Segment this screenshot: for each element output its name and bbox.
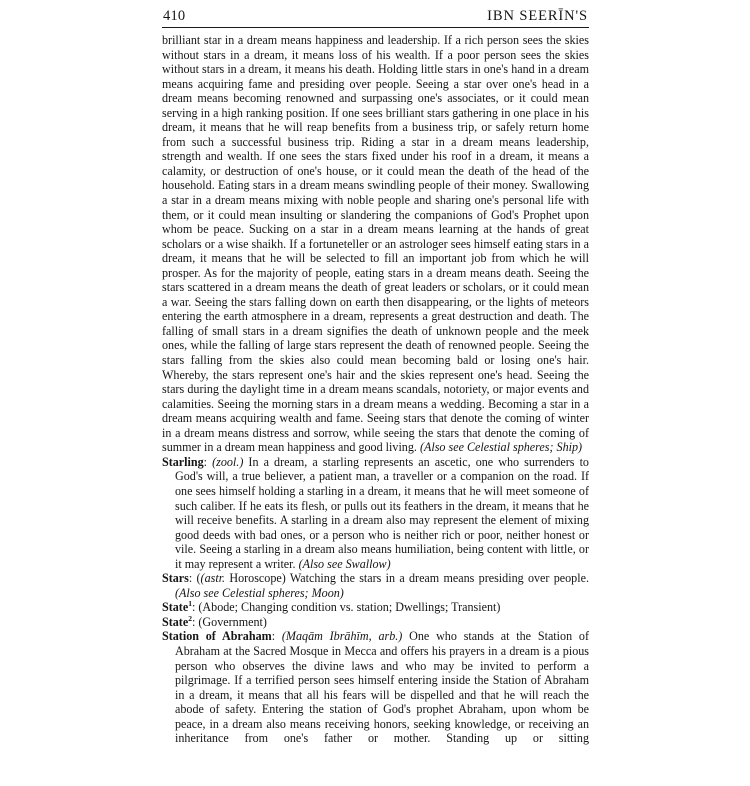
cross-reference: (Also see Celestial spheres; Moon) (175, 585, 344, 600)
entry-body-text: In a dream, a starling represents an ascetic, one who surrenders to God's will, a true believer, a patient man, a traveller or a companion on the road. If one sees himself holding a starling in a dream, it means that he will meet someone of such caliber. If he eats its flesh, or pulls out its feathers in the dream, it means that he will receive benefits. A starling in a dream also may represent the element of mixing good deeds with bad ones, or a person who is neither rich or poor, neither honest or vile. Seeing a starling in a dream also means humiliation, being content with little, or it may represent a writer. (175, 454, 589, 571)
continued-paragraph (162, 33, 589, 455)
entry-body-text: (Abode; Changing condition vs. station; Dwellings; Transient) (195, 600, 501, 615)
entry-term: Station of Abraham (162, 629, 272, 644)
entry-body-text: Watching the stars in a dream means presiding over people. (285, 571, 589, 586)
entry-term-superscript: 1 (188, 599, 192, 609)
entry-body-text: (Government) (195, 614, 267, 629)
body-text (162, 33, 589, 760)
entry-term: Stars (162, 571, 189, 586)
header-rule (162, 27, 589, 28)
running-head (162, 8, 589, 25)
entry-colon: : (192, 600, 196, 615)
continued-paragraph-text: brilliant star in a dream means happiness and leadership. If a rich person sees the skies without stars in a dream, it means loss of his wealth. If a poor person sees the skies without stars in a dream, it means his death. Holding little stars in one's hand in a dream means acquiring fame and presiding over people. Seeing a star over one's head in a dream means becoming renowned and surpassing one's associates, or it could mean serving in a high ranking position. If one sees brilliant stars gathering in one place in his dream, it means that he will reap benefits from a business trip, or safely return home from such a successful business trip. Riding a star in a dream means leadership, strength and wealth. If one sees the stars fixed under his roof in a dream, it means a calamity, or destruction of one's house, or it could mean the death of the head of the household. Eating stars in a dream means swindling people of their money. Swallowing a star in a dream means mixing with noble people and sharing one's personal life with them, or it could mean insulting or slandering the companions of God's Prophet upon whom be peace. Sucking on a star in a dream means learning at the hands of great scholars or a wise shaikh. If a fortuneteller or an astrologer sees himself eating stars in a dream, it means that he will be selected to fill an important job from which he will prosper. As for the majority of people, eating stars in a dream means death. Seeing the stars scattered in a dream means the death of great leaders or scholars, or it could mean a war. Seeing the stars falling down on earth then disappearing, or the lights of meteors entering the earth atmosphere in a dream, represents a great destruction and death. The falling of small stars in a dream signifies the death of unknown people and the meek ones, while the falling of large stars represent the death of renowned people. Seeing the stars falling from the skies also could mean becoming bald or losing one's hair. Whereby, the stars represent one's hair and the skies represent one's head. Seeing the stars during the daylight time in a dream means scandals, notoriety, or major events and calamities. Seeing the morning stars in a dream means a wedding. Becoming a star in a dream means acquiring wealth and fame. Seeing stars that denote the coming of winter in a dream means distress and sorrow, while seeing the stars that denote the coming of summer in a dream mean happiness and good living. (162, 33, 589, 455)
entry-term-text: State (162, 614, 189, 629)
entry-colon: : (203, 454, 213, 469)
page-content (162, 8, 589, 760)
entry-colon: : (188, 571, 197, 586)
dictionary-entry-stars (162, 571, 589, 600)
entry-category-label: (zool.) (212, 454, 244, 469)
book-title: IBN SEERĪN'S (487, 8, 588, 24)
dictionary-entry-state-1 (162, 600, 589, 615)
entry-term-superscript: 2 (188, 613, 192, 623)
entry-term (162, 600, 192, 614)
entry-term: Starling (162, 454, 204, 469)
dictionary-entry-starling (162, 455, 589, 571)
entry-category-label: (Maqām Ibrāhīm, arb.) (281, 629, 403, 644)
entry-term (162, 615, 192, 629)
entry-colon: : (271, 629, 282, 644)
cross-reference: (Also see Celestial spheres; Ship) (419, 440, 583, 455)
entry-colon: : (192, 614, 196, 629)
entry-body-text: One who stands at the Station of Abraham at the Sacred Mosque in Mecca and offers his prayers in a dream is a pious person who observes the divine laws and who may be invited to perform a pilgrimage. If a terrified person sees himself entering inside the Station of Abraham in a dream, it means that all his fears will be dispelled and that he will reach the abode of safety. Entering the station of God's prophet Abraham, upon whom be peace, in a dream also means receiving honors, seeking knowledge, or receiving an inheritance from one's father or mother. Standing up or sitting (175, 629, 589, 746)
entry-category-label: (astr. (200, 571, 226, 586)
cross-reference: (Also see Swallow) (298, 556, 391, 571)
entry-term-text: State (162, 600, 189, 615)
page-number: 410 (163, 8, 186, 24)
entry-label-plain: Horoscope) (225, 571, 286, 586)
dictionary-entry-state-2 (162, 615, 589, 630)
dictionary-entry-station-of-abraham (162, 629, 589, 760)
entry-label-group: ((astr. Horoscope) (196, 571, 286, 586)
